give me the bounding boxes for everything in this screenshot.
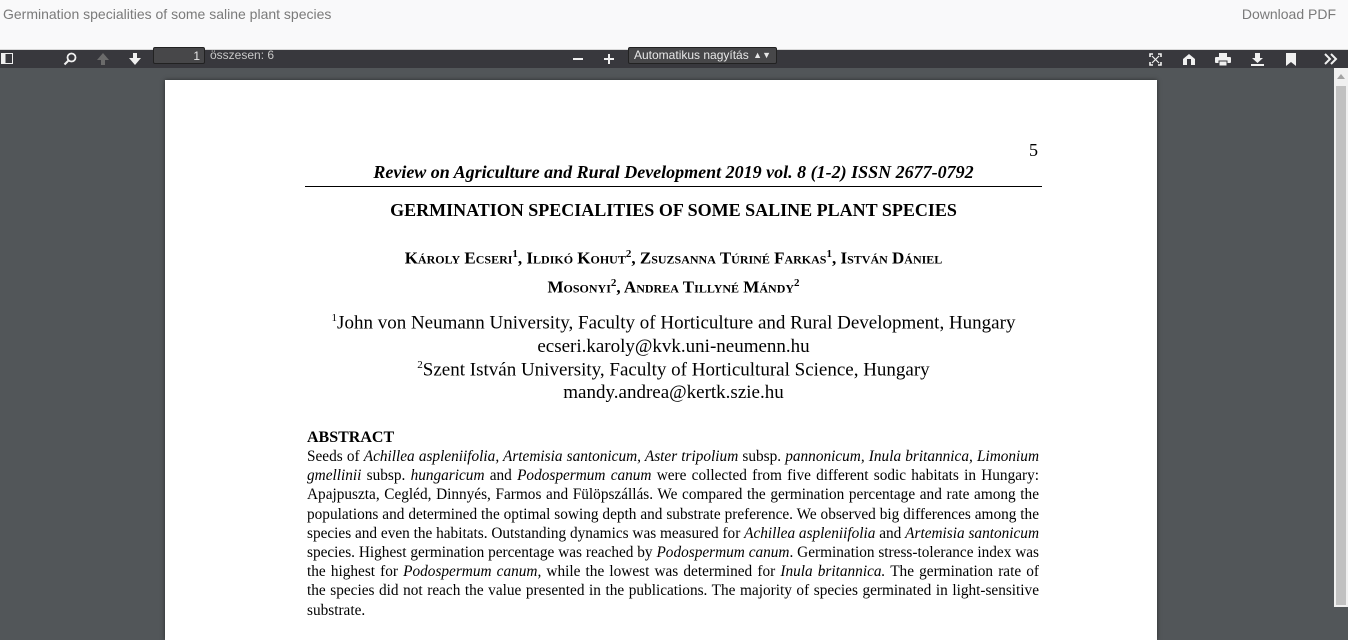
email-2: mandy.andrea@kertk.szie.hu xyxy=(563,382,784,403)
abstract-run: and xyxy=(484,467,518,485)
abstract-heading: ABSTRACT xyxy=(307,429,395,446)
author-affiliation-mark: 2 xyxy=(625,248,632,260)
species-name: Podospermum canum xyxy=(517,467,652,485)
journal-header: Review on Agriculture and Rural Development 2019 vol. 8 (1-2) ISSN 2677-0792 xyxy=(373,162,974,182)
author-affiliation-mark: 1 xyxy=(826,248,832,260)
page-number-input[interactable] xyxy=(153,47,205,64)
email-1: ecseri.karoly@kvk.uni-neumenn.hu xyxy=(537,336,810,357)
species-name: hungaricum xyxy=(410,467,485,485)
species-name: Podospermum canum xyxy=(656,544,790,562)
document-title: Germination specialities of some saline plant species xyxy=(3,6,332,22)
affiliation-2: $^2$Szent István University, Faculty of Horticultural Science, Hungary xyxy=(417,359,930,381)
species-name: Artemisia santonicum xyxy=(905,524,1039,542)
vertical-scrollbar[interactable] xyxy=(1334,68,1348,607)
species-name: Achillea aspleniifolia, Artemisia santonicum, Aster tripolium xyxy=(363,448,739,465)
search-icon[interactable] xyxy=(62,50,78,68)
viewer-toolbar xyxy=(0,50,1348,68)
author-name: Mosonyi xyxy=(547,277,611,297)
next-page-icon[interactable] xyxy=(127,50,143,68)
author-line-1: Károly Ecseri$^1$, Ildikó Kohut$^2$, Zsuzsanna Túriné Farkas$^1$, István Dániel xyxy=(404,248,943,268)
author-name: Ildikó Kohut xyxy=(526,248,626,268)
author-name: Andrea Tillyné Mándy xyxy=(623,277,795,297)
download-icon[interactable] xyxy=(1249,50,1265,68)
zoom-out-icon[interactable] xyxy=(570,50,586,68)
author-name: Zsuzsanna Túriné Farkas xyxy=(639,248,827,268)
abstract-run: subsp. xyxy=(361,467,411,485)
document-header xyxy=(0,0,1348,50)
page-number: 5 xyxy=(1029,140,1038,160)
page-count: összesen: 6 xyxy=(210,48,275,62)
zoom-select-value: Automatikus nagyítás xyxy=(634,48,749,62)
select-caret-icon: ▲▼ xyxy=(753,50,771,60)
header-rule xyxy=(305,186,1042,187)
author-affiliation-mark: 1 xyxy=(512,248,518,260)
download-pdf-link[interactable]: Download PDF xyxy=(1241,6,1336,22)
author-name: István Dániel xyxy=(840,248,943,268)
author-affiliation-mark: 2 xyxy=(610,276,617,289)
paper-title: GERMINATION SPECIALITIES OF SOME SALINE PLANT SPECIES xyxy=(390,200,957,220)
presentation-mode-icon[interactable] xyxy=(1147,50,1163,68)
zoom-in-icon[interactable] xyxy=(601,50,617,68)
abstract-run: species. Highest germination percentage was reached by xyxy=(307,544,657,562)
zoom-select[interactable] xyxy=(628,47,777,64)
abstract-run: and xyxy=(875,524,906,542)
species-name: Achillea aspleniifolia xyxy=(744,524,876,542)
author-line-2: Mosonyi$^2$, Andrea Tillyné Mándy$^2$ xyxy=(547,276,800,297)
species-name: Inula britannica. xyxy=(780,563,886,581)
abstract-text xyxy=(307,447,1039,620)
author-affiliation-mark: 2 xyxy=(794,276,800,289)
species-name: Podospermum canum, xyxy=(403,563,542,581)
author-name: Károly Ecseri xyxy=(404,248,513,268)
tools-menu-icon[interactable] xyxy=(1322,50,1340,68)
species-name: pannonicum, Inula britannica, Limonium gmellinii xyxy=(307,448,1039,485)
author-list xyxy=(305,242,1042,299)
affiliation-1: $^1$John von Neumann University, Faculty of Horticulture and Rural Development, Hungary xyxy=(331,312,1016,334)
abstract-run: The germination rate of the species did not reach the value presented in the publications. The majority of species germinated in light-sensitive substrate. xyxy=(307,563,1040,619)
abstract-run: . Germination stress-tolerance index was the highest for xyxy=(307,544,1040,581)
scrollbar-thumb[interactable] xyxy=(1336,86,1346,605)
bookmark-icon[interactable] xyxy=(1284,50,1298,68)
abstract-run: while the lowest was determined for xyxy=(541,563,781,581)
open-file-icon[interactable] xyxy=(1181,50,1197,68)
abstract-run: were collected from five different sodic habitats in Hungary: Apajpuszta, Cegléd, Dinnyés, Farmos and Fülöpszállás. We compared the germination percentage and rate among the populations and determined the optimal sowing depth and substrate preference. We observed big differences among the species and even the habitats. Outstanding dynamics was measured for xyxy=(307,467,1040,542)
abstract-run: subsp. xyxy=(738,448,786,465)
previous-page-icon[interactable] xyxy=(95,50,111,68)
print-icon[interactable] xyxy=(1214,50,1232,68)
scroll-up-arrow-icon[interactable] xyxy=(1337,74,1345,79)
sidebar-toggle-icon[interactable] xyxy=(0,50,14,68)
abstract-run: Seeds of xyxy=(307,448,364,465)
pdf-page xyxy=(165,80,1157,640)
